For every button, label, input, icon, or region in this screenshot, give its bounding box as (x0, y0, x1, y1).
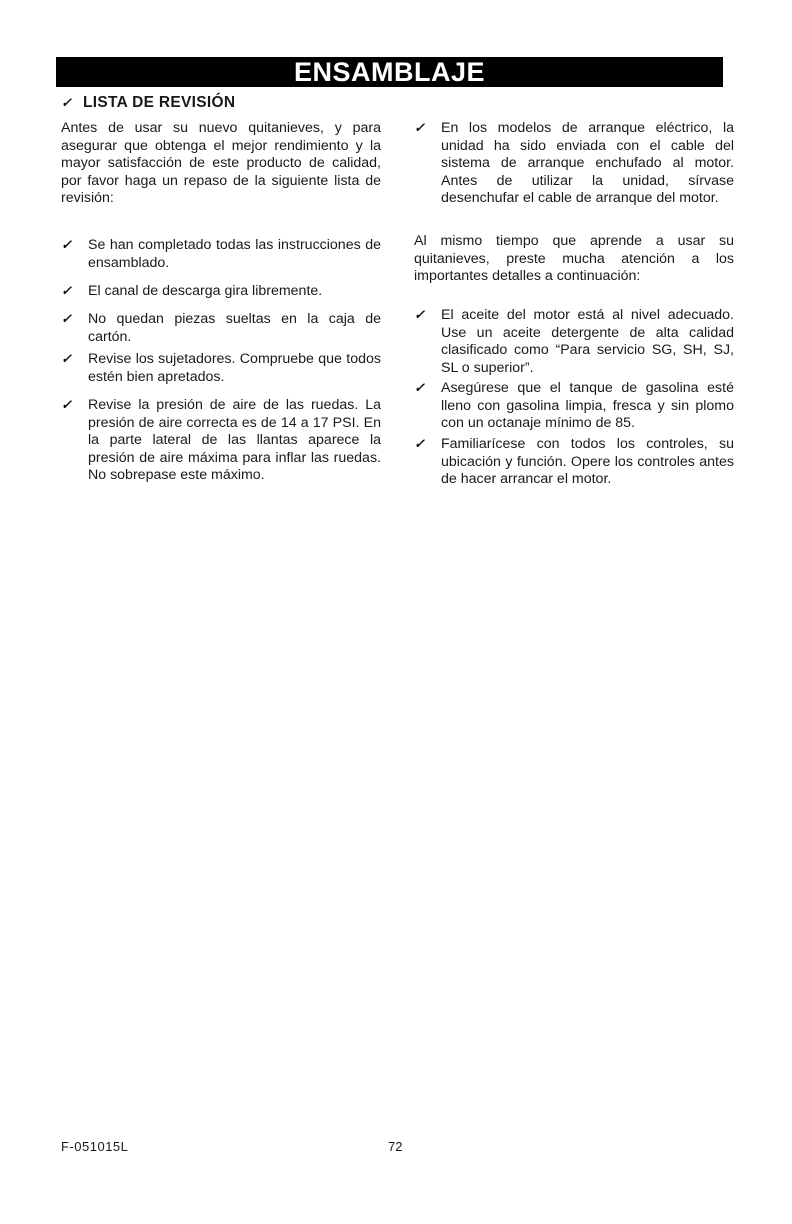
checklist-item (414, 380, 734, 433)
checklist-item-text: El aceite del motor está al nivel adecuado. Use un aceite detergente de alta calidad clasificado como “Para servicio SG, SH, SJ, SL o superior”. (441, 307, 734, 376)
checklist-item (61, 311, 381, 346)
checkmark-icon: ✓ (61, 237, 72, 252)
checklist-item-text: El canal de descarga gira libremente. (88, 283, 323, 299)
checkmark-icon: ✓ (61, 397, 72, 412)
checkmark-icon: ✓ (61, 283, 72, 298)
checkmark-icon: ✓ (61, 351, 72, 366)
checklist-item-text: Se han completado todas las instrucciones de ensamblado. (88, 237, 381, 271)
intro-paragraph: Antes de usar su nuevo quitanieves, y para asegurar que obtenga el mejor rendimiento y la mayor satisfacción de este producto de calidad, por favor haga un repaso de la siguiente lista de revisión: (61, 120, 381, 207)
checkmark-icon: ✓ (414, 436, 425, 451)
checklist-item (414, 436, 734, 489)
checklist-item (414, 307, 734, 377)
section-heading (61, 94, 235, 112)
checklist-item-text: No quedan piezas sueltas en la caja de cartón. (88, 311, 381, 345)
intro-paragraph: Al mismo tiempo que aprende a usar su quitanieves, preste mucha atención a los importantes detalles a continuación: (414, 233, 734, 285)
checkmark-icon: ✓ (414, 380, 425, 395)
checklist-item-text: Asegúrese que el tanque de gasolina esté lleno con gasolina limpia, fresca y sin plomo con un octanaje mínimo de 85. (441, 380, 734, 432)
checklist-item (61, 397, 381, 485)
checklist-item (61, 351, 381, 386)
checklist-item-text: En los modelos de arranque eléctrico, la unidad ha sido enviada con el cable del sistema de arranque enchufado al motor. Antes de utilizar la unidad, sírvase desenchufar el cable de arranque del motor. (441, 120, 734, 207)
checklist-item (414, 120, 734, 208)
checklist-item (61, 283, 381, 301)
checklist-item-text: Revise la presión de aire de las ruedas. La presión de aire correcta es de 14 a 17 PSI. En la parte lateral de las llantas aparece la presión de aire máxima para inflar las ruedas. No sobrepase este máximo. (88, 397, 381, 484)
checkmark-icon: ✓ (414, 307, 425, 322)
checklist-item-text: Revise los sujetadores. Compruebe que todos estén bien apretados. (88, 351, 381, 385)
checklist-item (61, 237, 381, 272)
checkmark-icon: ✓ (414, 120, 425, 135)
page-title: ENSAMBLAJE (56, 57, 723, 87)
checkmark-icon: ✓ (61, 95, 73, 110)
document-code: F-051015L (61, 1139, 129, 1154)
section-heading-text: LISTA DE REVISIÓN (83, 94, 236, 111)
checklist-item-text: Familiarícese con todos los controles, su ubicación y función. Opere los controles antes de hacer arrancar el motor. (441, 436, 734, 488)
checkmark-icon: ✓ (61, 311, 72, 326)
page-number: 72 (388, 1139, 403, 1154)
